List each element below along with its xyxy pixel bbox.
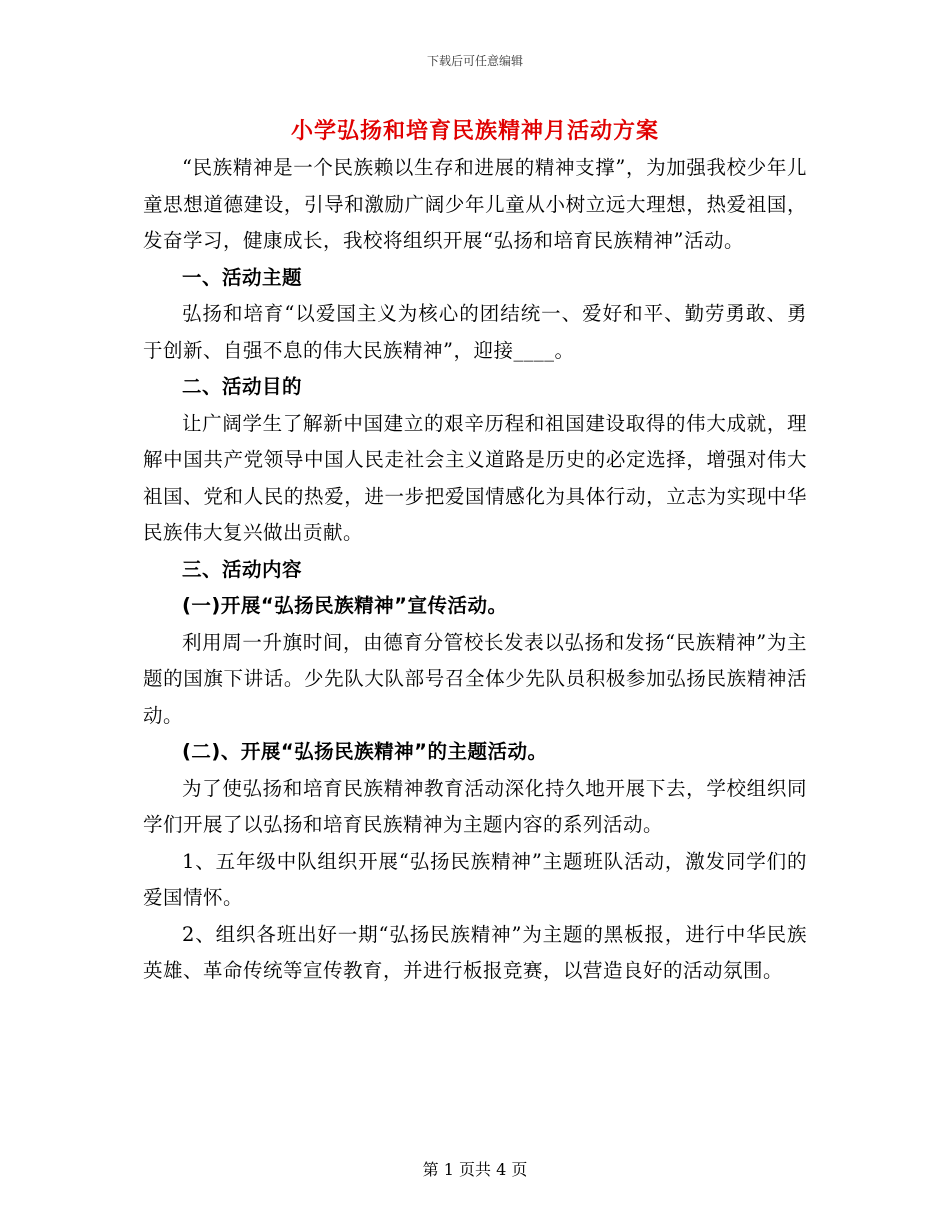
page-number: 第 1 页共 4 页 bbox=[422, 1160, 528, 1179]
subsection-body-theme-activity: 为了使弘扬和培育民族精神教育活动深化持久地开展下去，学校组织同学们开展了以弘扬和培育民族精神为主题内容的系列活动。 bbox=[143, 776, 807, 836]
section-body-theme: 弘扬和培育“以爱国主义为核心的团结统一、爱好和平、勤劳勇敢、勇于创新、自强不息的伟大民族精神”，迎接____。 bbox=[143, 302, 807, 362]
subsection-body-publicity: 利用周一升旗时间，由德育分管校长发表以弘扬和发扬“民族精神”为主题的国旗下讲话。少先队大队部号召全体少先队员积极参加弘扬民族精神活动。 bbox=[143, 630, 807, 727]
section-heading-purpose: 二、活动目的 bbox=[182, 375, 303, 398]
document-title: 小学弘扬和培育民族精神月活动方案 bbox=[290, 119, 659, 144]
section-body-purpose: 让广阔学生了解新中国建立的艰辛历程和祖国建设取得的伟大成就，理解中国共产党领导中国人民走社会主义道路是历史的必定选择，增强对伟大祖国、党和人民的热爱，进一步把爱国情感化为具体行动，立志为实现中华民族伟大复兴做出贡献。 bbox=[143, 411, 807, 544]
list-item-class-meeting: 1、五年级中队组织开展“弘扬民族精神”主题班队活动，激发同学们的爱国情怀。 bbox=[143, 849, 807, 909]
document-body bbox=[143, 150, 807, 990]
section-heading-theme: 一、活动主题 bbox=[182, 265, 303, 289]
subsection-heading-theme-activity: (二)、开展“弘扬民族精神”的主题活动。 bbox=[182, 740, 548, 763]
section-heading-content: 三、活动内容 bbox=[182, 557, 303, 581]
header-note: 下载后可任意编辑 bbox=[426, 54, 523, 68]
intro-paragraph: “民族精神是一个民族赖以生存和进展的精神支撑”，为加强我校少年儿童思想道德建设，引导和激励广阔少年儿童从小树立远大理想，热爱祖国，发奋学习，健康成长，我校将组织开展“弘扬和培育民族精神”活动。 bbox=[143, 156, 807, 252]
subsection-heading-publicity: (一)开展“弘扬民族精神”宣传活动。 bbox=[182, 594, 508, 617]
list-item-blackboard: 2、组织各班出好一期“弘扬民族精神”为主题的黑板报，进行中华民族英雄、革命传统等宣传教育，并进行板报竞赛，以营造良好的活动氛围。 bbox=[143, 922, 807, 982]
